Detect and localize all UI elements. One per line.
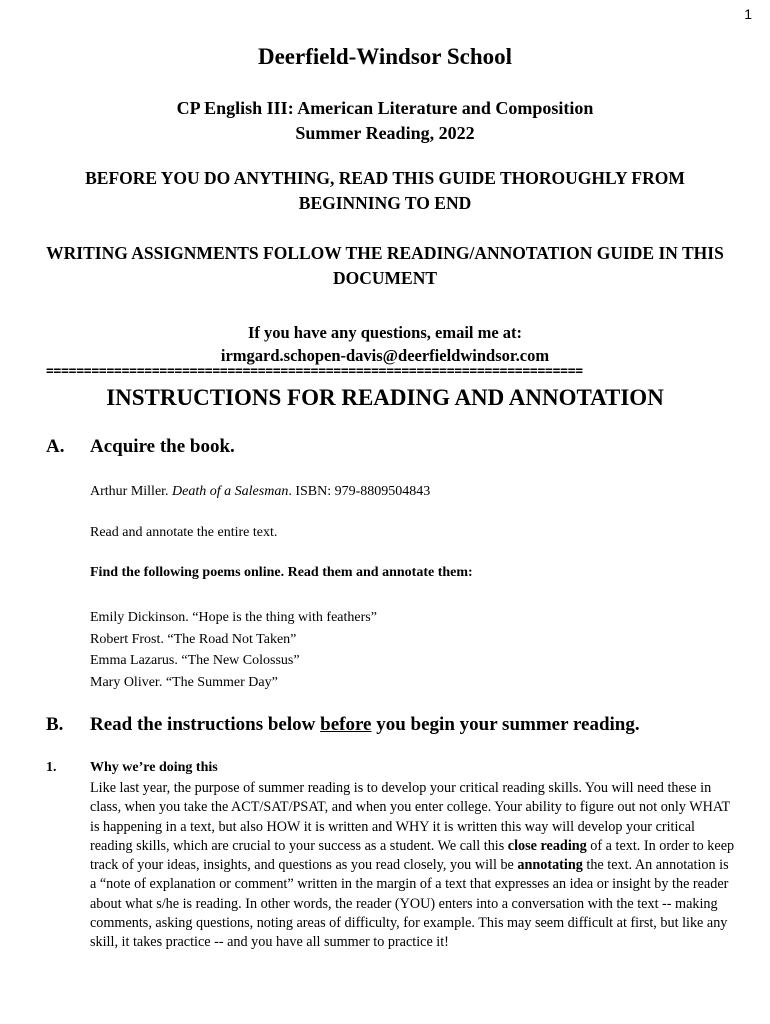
list-item: Emily Dickinson. “Hope is the thing with feathers” <box>90 610 377 625</box>
section-a-heading: Acquire the book. <box>90 436 235 457</box>
section-b-heading-post: you begin your summer reading. <box>371 714 640 735</box>
item-number: 1. <box>46 760 57 775</box>
instructions-title: INSTRUCTIONS FOR READING AND ANNOTATION <box>106 385 664 410</box>
section-b-letter: B. <box>46 714 64 735</box>
course-title-block <box>0 96 770 146</box>
list-item: Emma Lazarus. “The New Colossus” <box>90 653 300 668</box>
poems-instruction: Find the following poems online. Read them and annotate them: <box>90 565 473 580</box>
term-close-reading: close reading <box>507 837 587 854</box>
list-item: Mary Oliver. “The Summer Day” <box>90 674 278 690</box>
list-item: Robert Frost. “The Road Not Taken” <box>90 631 297 647</box>
contact-block <box>0 321 770 367</box>
paragraph-part-1: Like last year, the purpose of summer reading is to develop your critical reading skills. You will need these in class, when you take the ACT/SAT/PSAT, and when you enter college. Your ability to figure out not only WHAT is happening in a text, but also HOW it is written and WHY it is written this way will develop your critical reading skills, which are crucial to your success as a student. We call this <box>90 780 730 854</box>
book-isbn: . ISBN: 979-8809504843 <box>288 484 431 499</box>
term-annotating: annotating <box>517 857 583 874</box>
poem-list <box>90 607 377 693</box>
paragraph-part-2: of a text. In order to keep track of your ideas, insights, and questions as you read closely, you will be <box>90 837 735 874</box>
contact-email[interactable]: irmgard.schopen-davis@deerfieldwindsor.com <box>220 346 550 365</box>
school-name: Deerfield-Windsor School <box>257 44 513 69</box>
book-author: Arthur Miller. <box>90 484 173 499</box>
contact-prompt: If you have any questions, email me at: <box>247 323 523 342</box>
item-title: Why we’re doing this <box>90 760 218 775</box>
book-citation <box>90 481 430 502</box>
course-title: CP English III: American Literature and Composition <box>176 98 594 118</box>
paragraph-part-3: the text. An annotation is a “note of explanation or comment” written in the margin of a text that expresses an idea or insight by the reader about what s/he is reading. In other words, the reader (YOU) enters into a conversation with the text -- making comments, asking questions, noting areas of difficulty, for example. This may seem difficult at first, but like any skill, it takes practice -- and you have all summer to practice it! <box>90 857 729 951</box>
section-divider: ======================================================================= <box>46 364 583 379</box>
section-b-heading-underlined: before <box>320 714 372 735</box>
read-instruction: Read and annotate the entire text. <box>90 525 278 540</box>
course-term: Summer Reading, 2022 <box>295 123 475 143</box>
book-title: Death of a Salesman <box>172 484 289 499</box>
section-b-heading <box>90 714 640 736</box>
section-b-heading-pre: Read the instructions below <box>90 714 321 735</box>
page-number: 1 <box>744 6 752 22</box>
writing-assignments-note: WRITING ASSIGNMENTS FOLLOW THE READING/ANNOTATION GUIDE IN THIS DOCUMENT <box>46 243 724 288</box>
purpose-paragraph <box>90 779 735 953</box>
read-guide-warning: BEFORE YOU DO ANYTHING, READ THIS GUIDE THOROUGHLY FROM BEGINNING TO END <box>85 168 685 213</box>
section-a-letter: A. <box>46 436 65 457</box>
